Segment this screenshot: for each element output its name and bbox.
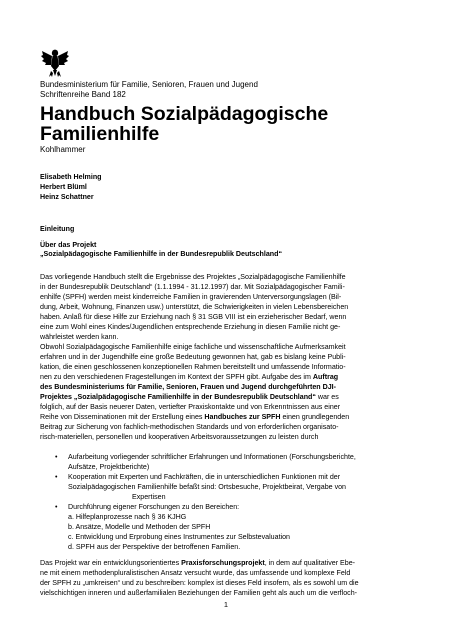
list-item — [40, 472, 415, 502]
text-line: a. Hilfeplanprozesse nach § 36 KJHG — [68, 513, 187, 521]
text-line: c. Entwicklung und Erprobung eines Instrumentes zur Selbstevaluation — [68, 533, 291, 541]
text-line — [40, 372, 415, 382]
list-item — [40, 452, 415, 472]
text-line: Durchführung eigener Forschungen zu den Bereichen: — [68, 503, 240, 511]
bold-run: Projektes „Sozialpädagogische Familienhilfe in der Bundesrepublik Deutschland“ — [40, 393, 316, 401]
text-run: einen grundlegenden — [280, 413, 350, 421]
text-line: Sozialpädagogischen Familienhilfe befaßt sind: Ortsbesuche, Projektbeirat, Vergabe von — [68, 483, 346, 491]
bold-run: Auftrag — [312, 373, 339, 381]
imprint-label: Kohlhammer — [40, 145, 86, 154]
text-line: der SPFH zu „umkreisen“ und zu beschreiben: komplex ist dieses Feld insofern, als es sowohl um die — [40, 579, 359, 587]
document-title-line2: Familienhilfe — [40, 123, 160, 145]
paragraph-intro — [40, 272, 415, 342]
text-run: , in dem auf qualitativer Ebe- — [264, 559, 356, 567]
text-line: enhilfe (SPFH) werden meist kinderreiche Familien in gravierenden Unterversorgungslagen (Bil- — [40, 293, 342, 301]
document-title-line1: Handbuch Sozialpädagogische — [40, 103, 329, 125]
bullet-icon: • — [55, 503, 58, 511]
list-item — [40, 502, 415, 552]
text-line — [40, 558, 415, 568]
series-label: Schriftenreihe Band 182 — [40, 90, 126, 99]
text-line — [40, 412, 415, 422]
text-line — [40, 392, 415, 402]
text-run: Das Projekt war ein entwicklungsorientiertes — [40, 559, 182, 567]
text-run: nen zu den verschiedenen Fragestellungen im Kontext der SPFH gibt. Aufgabe des im — [40, 373, 313, 381]
paragraph-research — [40, 558, 415, 598]
text-line: folglich, auf der Basis neuerer Daten, vertiefter Praxiskontakte und von Erkenntnissen aus einer — [40, 403, 341, 411]
text-line: d. SPFH aus der Perspektive der betroffenen Familien. — [68, 543, 241, 551]
text-line: Beitrag zur Sicherung von fachlich-methodischen Standards und von erforderlichen organisato- — [40, 423, 339, 431]
publisher-name: Bundesministerium für Familie, Senioren, Frauen und Jugend — [40, 80, 258, 89]
author-name: Elisabeth Helming — [40, 173, 102, 181]
project-title: „Sozialpädagogische Familienhilfe in der Bundesrepublik Deutschland“ — [40, 250, 283, 258]
text-line: eine zum Wohl eines Kindes/Jugendlichen entsprechende Erziehung in diesen Familie nicht ge- — [40, 323, 341, 331]
text-line: kation, die einen geschlossenen konzeptionellen Rahmen bereitstellt und umfassende Informatio- — [40, 363, 346, 371]
text-line: ne mit einem methodenpluralistischen Ansatz versucht wurde, das umfassende und komplexe Feld — [40, 569, 351, 577]
bold-run: Praxisforschungsprojekt — [181, 559, 265, 567]
text-line: Kooperation mit Experten und Fachkräften, die in unterschiedlichen Funktionen mit der — [68, 473, 341, 481]
text-line: b. Ansätze, Modelle und Methoden der SPFH — [68, 523, 211, 531]
section-heading: Einleitung — [40, 225, 75, 233]
bullet-list — [40, 452, 415, 552]
text-line: Obwohl Sozialpädagogische Familienhilfe einige fachliche und wissenschaftliche Aufmerksamkeit — [40, 343, 346, 351]
text-line: Das vorliegende Handbuch stellt die Ergebnisse des Projektes „Sozialpädagogische Familienhilfe — [40, 273, 346, 281]
text-line: Aufarbeitung vorliegender schriftlicher Erfahrungen und Informationen (Forschungsberichte, — [68, 453, 356, 461]
text-run: Reihe von Disseminationen mit der Erstellung eines — [40, 413, 205, 421]
text-line: dung, Arbeit, Wohnung, Finanzen usw.) unterstützt, die Schwierigkeiten in vielen Lebensbereichen — [40, 303, 349, 311]
text-line: vielschichtigen inneren und außerfamilialen Beziehungen der Familien geht als auch um die verfloch- — [40, 589, 358, 597]
text-line: Aufsätze, Projektberichte) — [68, 463, 150, 471]
text-line: risch-materiellen, personellen und kooperativen Arbeitsvoraussetzungen zu leisten durch — [40, 433, 319, 441]
author-name: Heinz Schattner — [40, 193, 94, 201]
text-line: des Bundesministeriums für Familie, Senioren, Frauen und Jugend durchgeführten DJI- — [40, 383, 337, 391]
text-line: Expertisen — [132, 493, 166, 501]
sub-heading: Über das Projekt — [40, 241, 97, 249]
author-name: Herbert Blüml — [40, 183, 87, 191]
bold-run: Handbuches zur SPFH — [204, 413, 281, 421]
text-line: währleistet werden kann. — [40, 333, 119, 341]
text-line: haben. Anlaß für diese Hilfe zur Erziehung nach § 31 SGB VIII ist ein erzieherischer Bedarf, wenn — [40, 313, 347, 321]
page-number: 1 — [223, 600, 229, 609]
paragraph-project — [40, 342, 415, 442]
bullet-icon: • — [55, 453, 58, 461]
bullet-icon: • — [55, 473, 58, 481]
federal-eagle-icon — [40, 44, 70, 78]
text-line: in der Bundesrepublik Deutschland“ (1.1.1994 - 31.12.1997) dar. Mit Sozialpädagogischer Famili- — [40, 283, 345, 291]
text-line: erfahren und in der Jugendhilfe eine große Bedeutung gewonnen hat, gab es bislang keine Publi- — [40, 353, 346, 361]
text-run: war es — [315, 393, 339, 401]
